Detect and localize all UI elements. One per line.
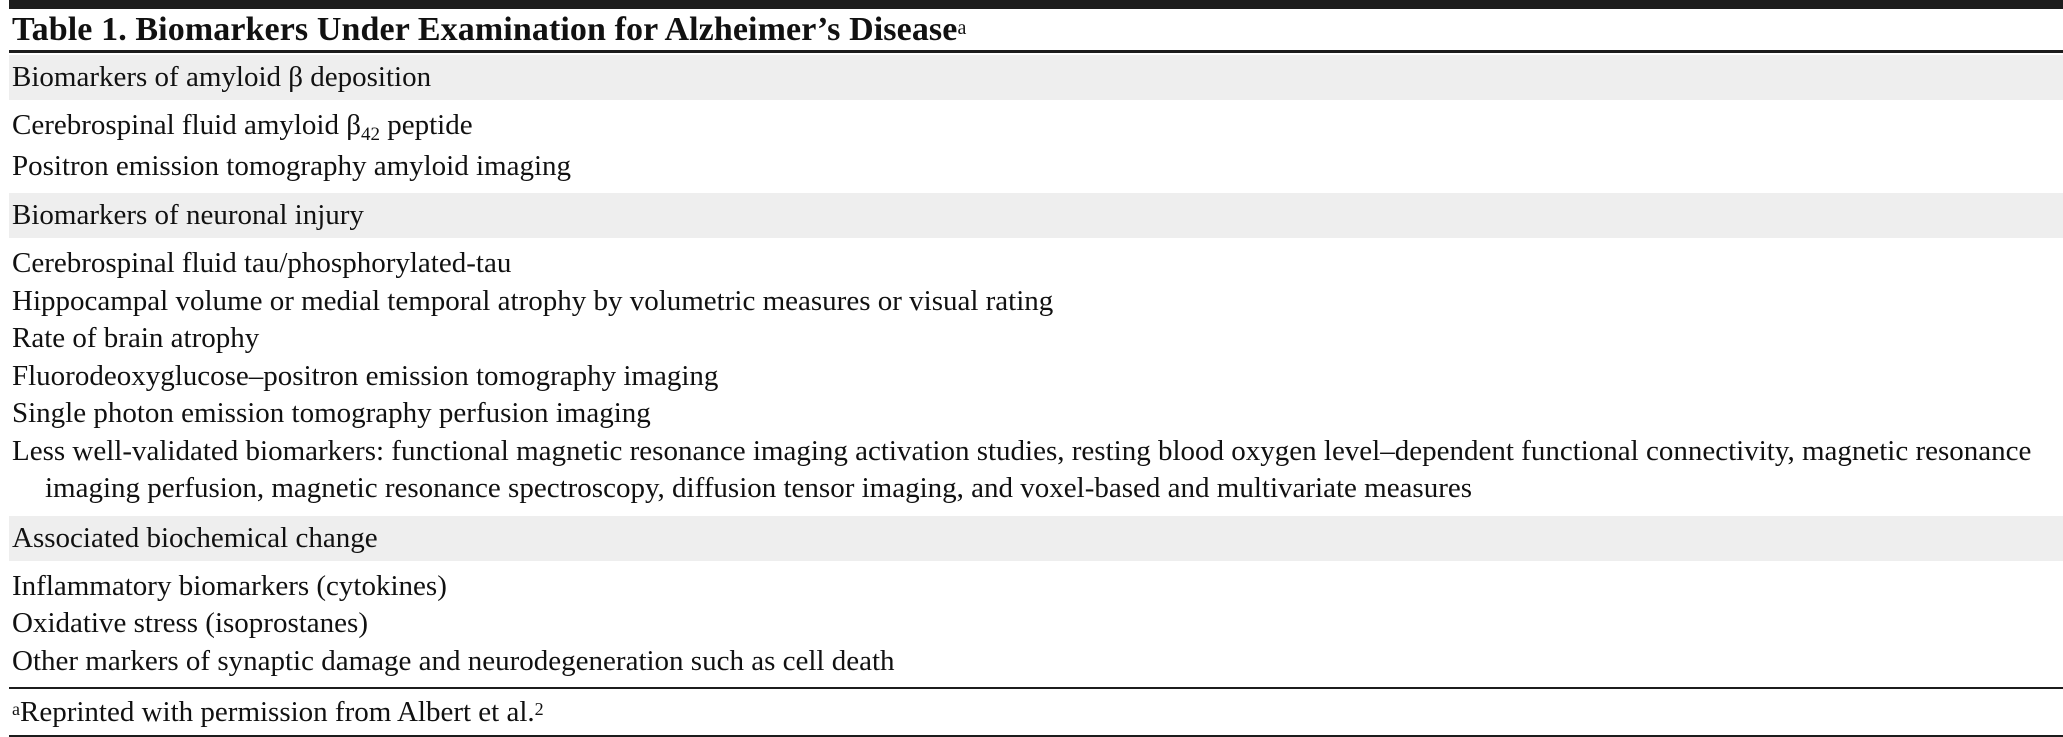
section-heading-amyloid: Biomarkers of amyloid β deposition [9, 55, 2063, 100]
title-rule [9, 50, 2063, 53]
table-row: Positron emission tomography amyloid imaging [12, 149, 572, 182]
row-text-tail: peptide [380, 109, 473, 141]
table-row: Single photon emission tomography perfusion imaging [12, 397, 651, 429]
table-row: Cerebrospinal fluid tau/phosphorylated-tau [12, 247, 512, 279]
section-heading-neuronal-injury: Biomarkers of neuronal injury [9, 193, 2063, 238]
section-items-biochemical-change [9, 561, 2063, 687]
table-row: Other markers of synaptic damage and neurodegeneration such as cell death [12, 644, 895, 677]
table-row: Less well-validated biomarkers: functional magnetic resonance imaging activation studies, resting blood oxygen level–dependent functional connectivity, magnetic resonance imaging perfusion, magnetic resonance spectroscopy, diffusion tensor imaging, and voxel-based and multivariate measures [12, 434, 2032, 504]
footnote-marker: a [12, 699, 20, 719]
table-title-text: Table 1. Biomarkers Under Examination for Alzheimer’s Disease [12, 11, 958, 48]
row-text: Cerebrospinal fluid amyloid β [12, 109, 361, 141]
footnote-text: Reprinted with permission from Albert et al. [20, 696, 535, 728]
biomarkers-table [9, 0, 2063, 737]
title-footnote-marker: a [957, 17, 967, 39]
section-heading-biochemical-change: Associated biochemical change [9, 516, 2063, 561]
top-rule [9, 0, 2063, 9]
table-row: Inflammatory biomarkers (cytokines) [12, 569, 447, 602]
table-title [9, 9, 2063, 50]
table-row [9, 107, 2063, 148]
table-footnote [9, 689, 2063, 735]
table-row: Rate of brain atrophy [12, 322, 260, 354]
footnote-reference: 2 [534, 699, 544, 719]
table-row: Hippocampal volume or medial temporal atrophy by volumetric measures or visual rating [12, 284, 1054, 317]
table-row: Fluorodeoxyglucose–positron emission tomography imaging [12, 359, 719, 392]
section-items-amyloid [9, 100, 2063, 191]
row-subscript: 42 [361, 124, 380, 145]
table-row: Oxidative stress (isoprostanes) [12, 607, 368, 639]
section-items-neuronal-injury [9, 238, 2063, 514]
